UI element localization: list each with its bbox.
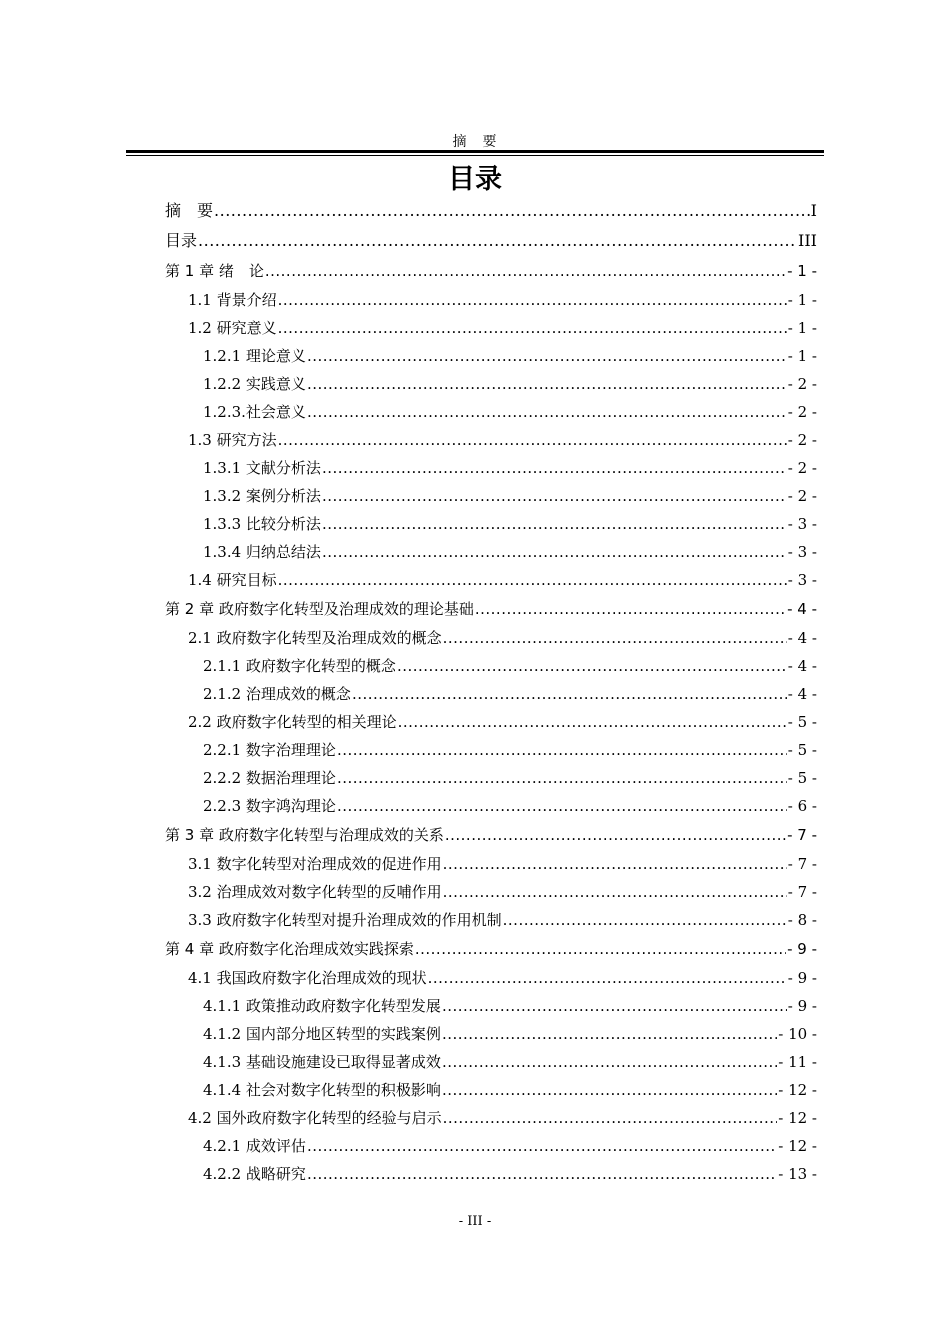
toc-entry-title: 4.2 国外政府数字化转型的经验与启示: [188, 1109, 442, 1127]
toc-entry[interactable]: [165, 820, 817, 850]
toc-entry-title: 2.2 政府数字化转型的相关理论: [188, 713, 397, 731]
toc-entry[interactable]: [165, 652, 817, 680]
toc-entry[interactable]: [165, 1104, 817, 1132]
toc-leader-dots: [198, 226, 797, 256]
toc-entry-page: - 3 -: [787, 571, 817, 589]
toc-leader-dots: [442, 1020, 777, 1048]
toc-leader-dots: [352, 680, 787, 708]
toc-entry-page: - 4 -: [787, 657, 817, 675]
toc-entry-page: - 1 -: [787, 347, 817, 365]
page-title: 目录: [448, 164, 502, 195]
toc-entry-page: - 5 -: [787, 713, 817, 731]
toc-leader-dots: [278, 314, 787, 342]
toc-entry-page: - 10 -: [778, 1025, 817, 1043]
toc-entry-title: 1.2.2 实践意义: [203, 375, 306, 393]
toc-leader-dots: [428, 964, 787, 992]
toc-leader-dots: [475, 594, 786, 624]
toc-entry[interactable]: [165, 850, 817, 878]
toc-entry-page: III: [798, 231, 817, 250]
toc-entry-title: 4.2.1 成效评估: [203, 1137, 306, 1155]
toc-entry-page: - 13 -: [778, 1165, 817, 1183]
toc-entry[interactable]: [165, 878, 817, 906]
toc-entry-page: I: [810, 201, 817, 220]
toc-leader-dots: [322, 454, 787, 482]
toc-entry-title: 2.1.1 政府数字化转型的概念: [203, 657, 396, 675]
toc-entry[interactable]: [165, 680, 817, 708]
toc-entry[interactable]: [165, 992, 817, 1020]
toc-entry[interactable]: [165, 482, 817, 510]
toc-leader-dots: [443, 624, 787, 652]
toc-entry[interactable]: [165, 286, 817, 314]
toc-entry[interactable]: [165, 196, 817, 226]
page-number: - III -: [458, 1214, 492, 1229]
toc-entry[interactable]: [165, 314, 817, 342]
toc-entry[interactable]: [165, 764, 817, 792]
header-rule-thick: [126, 150, 824, 153]
toc-entry-title: 1.3.4 归纳总结法: [203, 543, 321, 561]
toc-entry[interactable]: [165, 426, 817, 454]
toc-entry-title: 2.2.1 数字治理理论: [203, 741, 336, 759]
toc-entry-title: 1.2.1 理论意义: [203, 347, 306, 365]
toc-entry-page: - 12 -: [778, 1137, 817, 1155]
toc-entry[interactable]: [165, 510, 817, 538]
toc-entry[interactable]: [165, 1076, 817, 1104]
toc-leader-dots: [278, 566, 787, 594]
toc-entry[interactable]: [165, 398, 817, 426]
toc-entry-title: 2.1.2 治理成效的概念: [203, 685, 351, 703]
toc-entry-page: - 3 -: [787, 543, 817, 561]
toc-leader-dots: [278, 426, 787, 454]
toc-leader-dots: [397, 652, 787, 680]
toc-entry[interactable]: [165, 1132, 817, 1160]
toc-entry-title: 4.2.2 战略研究: [203, 1165, 306, 1183]
toc-leader-dots: [415, 934, 786, 964]
toc-entry-title: 4.1.1 政策推动政府数字化转型发展: [203, 997, 441, 1015]
toc-entry-page: - 5 -: [787, 769, 817, 787]
toc-entry-page: - 4 -: [787, 685, 817, 703]
toc-entry-page: - 4 -: [787, 629, 817, 647]
toc-entry[interactable]: [165, 934, 817, 964]
toc-entry[interactable]: [165, 736, 817, 764]
toc-leader-dots: [443, 878, 787, 906]
toc-entry[interactable]: [165, 370, 817, 398]
toc-entry-page: - 12 -: [778, 1109, 817, 1127]
toc-entry-title: 2.2.2 数据治理理论: [203, 769, 336, 787]
toc-entry-title: 3.2 治理成效对数字化转型的反哺作用: [188, 883, 442, 901]
toc-entry-title: 第 2 章 政府数字化转型及治理成效的理论基础: [165, 600, 474, 618]
toc-leader-dots: [214, 196, 810, 226]
toc-entry-page: - 9 -: [787, 997, 817, 1015]
toc-entry[interactable]: [165, 594, 817, 624]
toc-entry-title: 3.3 政府数字化转型对提升治理成效的作用机制: [188, 911, 502, 929]
toc-leader-dots: [278, 286, 787, 314]
toc-leader-dots: [442, 1076, 777, 1104]
table-of-contents: [165, 196, 817, 1188]
toc-entry-title: 1.3.2 案例分析法: [203, 487, 321, 505]
toc-entry[interactable]: [165, 1048, 817, 1076]
toc-entry-page: - 2 -: [787, 487, 817, 505]
toc-entry-title: 第 4 章 政府数字化治理成效实践探索: [165, 940, 414, 958]
toc-entry[interactable]: [165, 566, 817, 594]
toc-entry[interactable]: [165, 342, 817, 370]
toc-leader-dots: [307, 398, 787, 426]
toc-entry-title: 4.1 我国政府数字化治理成效的现状: [188, 969, 427, 987]
toc-entry-page: - 3 -: [787, 515, 817, 533]
toc-entry[interactable]: [165, 226, 817, 256]
toc-entry-title: 3.1 数字化转型对治理成效的促进作用: [188, 855, 442, 873]
toc-leader-dots: [265, 256, 786, 286]
toc-entry-title: 2.1 政府数字化转型及治理成效的概念: [188, 629, 442, 647]
toc-entry-title: 第 3 章 政府数字化转型与治理成效的关系: [165, 826, 444, 844]
toc-entry[interactable]: [165, 1020, 817, 1048]
toc-entry[interactable]: [165, 906, 817, 934]
toc-entry-title: 第 1 章 绪 论: [165, 262, 264, 280]
toc-entry-page: - 8 -: [787, 911, 817, 929]
toc-entry[interactable]: [165, 538, 817, 566]
toc-entry[interactable]: [165, 624, 817, 652]
toc-entry-page: - 2 -: [787, 403, 817, 421]
toc-entry-page: - 4 -: [787, 600, 817, 618]
toc-entry-title: 目录: [165, 231, 198, 250]
toc-entry-page: - 12 -: [778, 1081, 817, 1099]
toc-leader-dots: [322, 482, 787, 510]
toc-leader-dots: [307, 1160, 777, 1188]
toc-leader-dots: [398, 708, 787, 736]
toc-entry-page: - 2 -: [787, 431, 817, 449]
toc-entry-page: - 11 -: [778, 1053, 817, 1071]
toc-leader-dots: [307, 1132, 777, 1160]
toc-entry-title: 1.3 研究方法: [188, 431, 277, 449]
toc-entry-title: 1.3.1 文献分析法: [203, 459, 321, 477]
toc-entry-page: - 5 -: [787, 741, 817, 759]
toc-entry-page: - 1 -: [787, 262, 817, 280]
toc-leader-dots: [442, 1048, 777, 1076]
toc-entry-title: 1.2 研究意义: [188, 319, 277, 337]
toc-leader-dots: [337, 792, 787, 820]
toc-entry-page: - 9 -: [787, 940, 817, 958]
toc-entry-page: - 2 -: [787, 375, 817, 393]
toc-entry-title: 4.1.4 社会对数字化转型的积极影响: [203, 1081, 441, 1099]
toc-leader-dots: [307, 342, 787, 370]
toc-entry[interactable]: [165, 256, 817, 286]
toc-leader-dots: [307, 370, 787, 398]
toc-entry-title: 4.1.3 基础设施建设已取得显著成效: [203, 1053, 441, 1071]
toc-entry-title: 1.4 研究目标: [188, 571, 277, 589]
toc-entry-page: - 9 -: [787, 969, 817, 987]
toc-entry-title: 1.3.3 比较分析法: [203, 515, 321, 533]
toc-entry-page: - 1 -: [787, 291, 817, 309]
running-header: 摘 要: [452, 134, 498, 150]
toc-entry-page: - 7 -: [787, 855, 817, 873]
toc-leader-dots: [442, 992, 787, 1020]
toc-entry-title: 1.1 背景介绍: [188, 291, 277, 309]
toc-entry-page: - 1 -: [787, 319, 817, 337]
toc-entry-page: - 7 -: [787, 883, 817, 901]
toc-leader-dots: [337, 764, 787, 792]
toc-leader-dots: [322, 510, 787, 538]
toc-entry[interactable]: [165, 792, 817, 820]
toc-entry-page: - 2 -: [787, 459, 817, 477]
toc-leader-dots: [443, 850, 787, 878]
header-rule-thin: [126, 155, 824, 156]
toc-leader-dots: [337, 736, 787, 764]
toc-entry[interactable]: [165, 964, 817, 992]
toc-entry-title: 4.1.2 国内部分地区转型的实践案例: [203, 1025, 441, 1043]
toc-entry[interactable]: [165, 454, 817, 482]
toc-entry[interactable]: [165, 1160, 817, 1188]
toc-entry-page: - 6 -: [787, 797, 817, 815]
toc-entry[interactable]: [165, 708, 817, 736]
toc-leader-dots: [445, 820, 786, 850]
toc-entry-title: 2.2.3 数字鸿沟理论: [203, 797, 336, 815]
toc-leader-dots: [443, 1104, 778, 1132]
toc-leader-dots: [322, 538, 787, 566]
toc-entry-page: - 7 -: [787, 826, 817, 844]
toc-leader-dots: [503, 906, 787, 934]
toc-entry-title: 1.2.3.社会意义: [203, 403, 306, 421]
toc-entry-title: 摘 要: [165, 201, 214, 220]
